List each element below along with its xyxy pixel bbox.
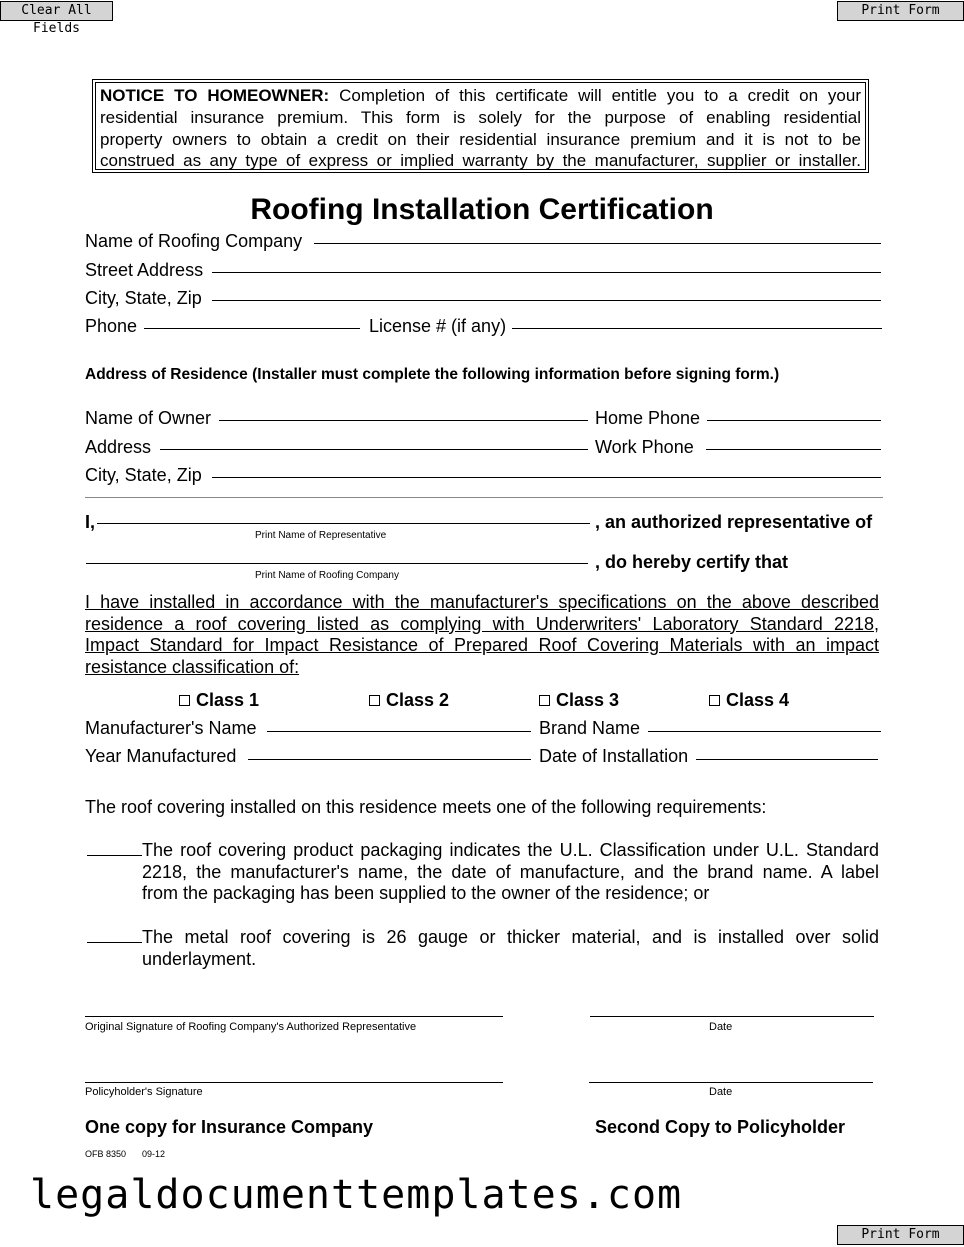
representative-suffix: , an authorized representative of xyxy=(595,512,873,532)
requirement-1-initial-field[interactable] xyxy=(87,855,142,856)
page-title: Roofing Installation Certification xyxy=(250,193,714,226)
class-3-label: Class 3 xyxy=(556,690,620,710)
roofing-company-caption: Print Name of Roofing Company xyxy=(255,570,399,581)
notice-heading: NOTICE TO HOMEOWNER: xyxy=(100,86,330,105)
brand-name-label: Brand Name xyxy=(539,718,641,738)
representative-caption: Print Name of Representative xyxy=(255,530,387,541)
clear-all-fields-button[interactable]: Clear All Fields xyxy=(0,1,113,21)
residence-heading: Address of Residence (Installer must complete the following information before signing form.) xyxy=(85,366,780,383)
class-1-option[interactable] xyxy=(179,690,259,711)
class-2-option[interactable] xyxy=(369,690,449,711)
year-manufactured-field[interactable] xyxy=(248,759,531,760)
certification-line-3: Impact Standard for Impact Resistance of Prepared Roof Covering Materials with an impact xyxy=(85,635,879,656)
policyholder-date-caption: Date xyxy=(709,1086,733,1098)
certify-suffix: , do hereby certify that xyxy=(595,552,789,572)
class-4-checkbox[interactable] xyxy=(709,695,720,706)
company-name-label: Name of Roofing Company xyxy=(85,231,303,251)
class-4-label: Class 4 xyxy=(726,690,790,710)
owner-name-field[interactable] xyxy=(219,420,588,421)
notice-line-1: Completion of this certificate will entitle you to a credit on your xyxy=(339,86,862,105)
policyholder-signature-caption: Policyholder's Signature xyxy=(85,1086,203,1098)
installation-date-field[interactable] xyxy=(696,759,878,760)
section-divider xyxy=(85,497,883,498)
license-field[interactable] xyxy=(512,328,882,329)
representative-date-caption: Date xyxy=(709,1021,733,1033)
company-city-label: City, State, Zip xyxy=(85,288,202,308)
company-city-field[interactable] xyxy=(212,300,881,301)
notice-box xyxy=(92,79,869,173)
representative-signature-caption: Original Signature of Roofing Company's Authorized Representative xyxy=(85,1021,417,1033)
class-3-option[interactable] xyxy=(539,690,619,711)
form-date: 09-12 xyxy=(142,1149,166,1159)
residence-address-label: Address xyxy=(85,437,152,457)
manufacturer-name-field[interactable] xyxy=(267,731,531,732)
insurance-copy-label: One copy for Insurance Company xyxy=(85,1117,374,1137)
license-label: License # (if any) xyxy=(369,316,507,336)
representative-name-field[interactable] xyxy=(97,523,590,524)
owner-name-label: Name of Owner xyxy=(85,408,212,428)
residence-address-field[interactable] xyxy=(160,449,588,450)
year-manufactured-label: Year Manufactured xyxy=(85,746,237,766)
requirement-2-text xyxy=(142,927,879,970)
street-address-label: Street Address xyxy=(85,260,204,280)
i-label: I, xyxy=(85,512,96,532)
watermark-text: legaldocumenttemplates.com xyxy=(30,1172,683,1218)
requirement-1-line-3: from the packaging has been supplied to the owner of the residence; or xyxy=(142,883,710,904)
work-phone-field[interactable] xyxy=(706,449,881,450)
class-2-label: Class 2 xyxy=(386,690,450,710)
company-name-field[interactable] xyxy=(314,243,881,244)
representative-date-field[interactable] xyxy=(590,1016,874,1017)
residence-city-label: City, State, Zip xyxy=(85,465,202,485)
requirement-1-line-2: 2218, the manufacturer's name, the date of manufacture, and the brand name. A label xyxy=(142,861,879,882)
class-1-label: Class 1 xyxy=(196,690,260,710)
roofing-company-name-field[interactable] xyxy=(86,563,588,564)
phone-label: Phone xyxy=(85,316,138,336)
requirement-2-initial-field[interactable] xyxy=(87,942,142,943)
representative-signature-field[interactable] xyxy=(85,1016,503,1017)
residence-city-field[interactable] xyxy=(212,477,881,478)
certification-line-2: residence a roof covering listed as complying with Underwriters' Laboratory Standard 2218, xyxy=(85,613,879,634)
form-number: OFB 8350 xyxy=(85,1149,127,1159)
home-phone-label: Home Phone xyxy=(595,408,701,428)
work-phone-label: Work Phone xyxy=(595,437,694,457)
class-1-checkbox[interactable] xyxy=(179,695,190,706)
certification-line-1: I have installed in accordance with the manufacturer's specifications on the above described xyxy=(85,592,879,612)
phone-field[interactable] xyxy=(144,328,360,329)
print-form-button-top[interactable]: Print Form xyxy=(837,1,964,21)
class-2-checkbox[interactable] xyxy=(369,695,380,706)
home-phone-field[interactable] xyxy=(707,420,881,421)
notice-line-4: construed as any type of express or implied warranty by the manufacturer, supplier or installer. xyxy=(100,151,861,171)
street-address-field[interactable] xyxy=(212,272,881,273)
certification-paragraph xyxy=(85,592,879,679)
policyholder-date-field[interactable] xyxy=(589,1082,873,1083)
requirement-1-line-1: The roof covering product packaging indicates the U.L. Classification under U.L. Standard xyxy=(142,840,879,860)
notice-line-3: property owners to obtain a credit on their residential insurance premium and it is not to be xyxy=(100,129,861,149)
installation-date-label: Date of Installation xyxy=(539,746,689,766)
notice-line-2: residential insurance premium. This form is solely for the purpose of enabling residential xyxy=(100,107,861,127)
print-form-button-bottom[interactable]: Print Form xyxy=(837,1225,964,1245)
requirement-2-line-1: The metal roof covering is 26 gauge or thicker material, and is installed over solid xyxy=(142,927,879,947)
policyholder-signature-field[interactable] xyxy=(85,1082,503,1083)
notice-text xyxy=(95,82,866,170)
class-4-option[interactable] xyxy=(709,690,789,711)
policyholder-copy-label: Second Copy to Policyholder xyxy=(595,1117,846,1137)
certification-line-4: resistance classification of: xyxy=(85,657,300,678)
requirement-2-line-2: underlayment. xyxy=(142,948,257,969)
brand-name-field[interactable] xyxy=(648,731,881,732)
requirements-intro: The roof covering installed on this residence meets one of the following requirements: xyxy=(85,797,767,817)
class-3-checkbox[interactable] xyxy=(539,695,550,706)
manufacturer-name-label: Manufacturer's Name xyxy=(85,718,257,738)
requirement-1-text xyxy=(142,840,879,905)
